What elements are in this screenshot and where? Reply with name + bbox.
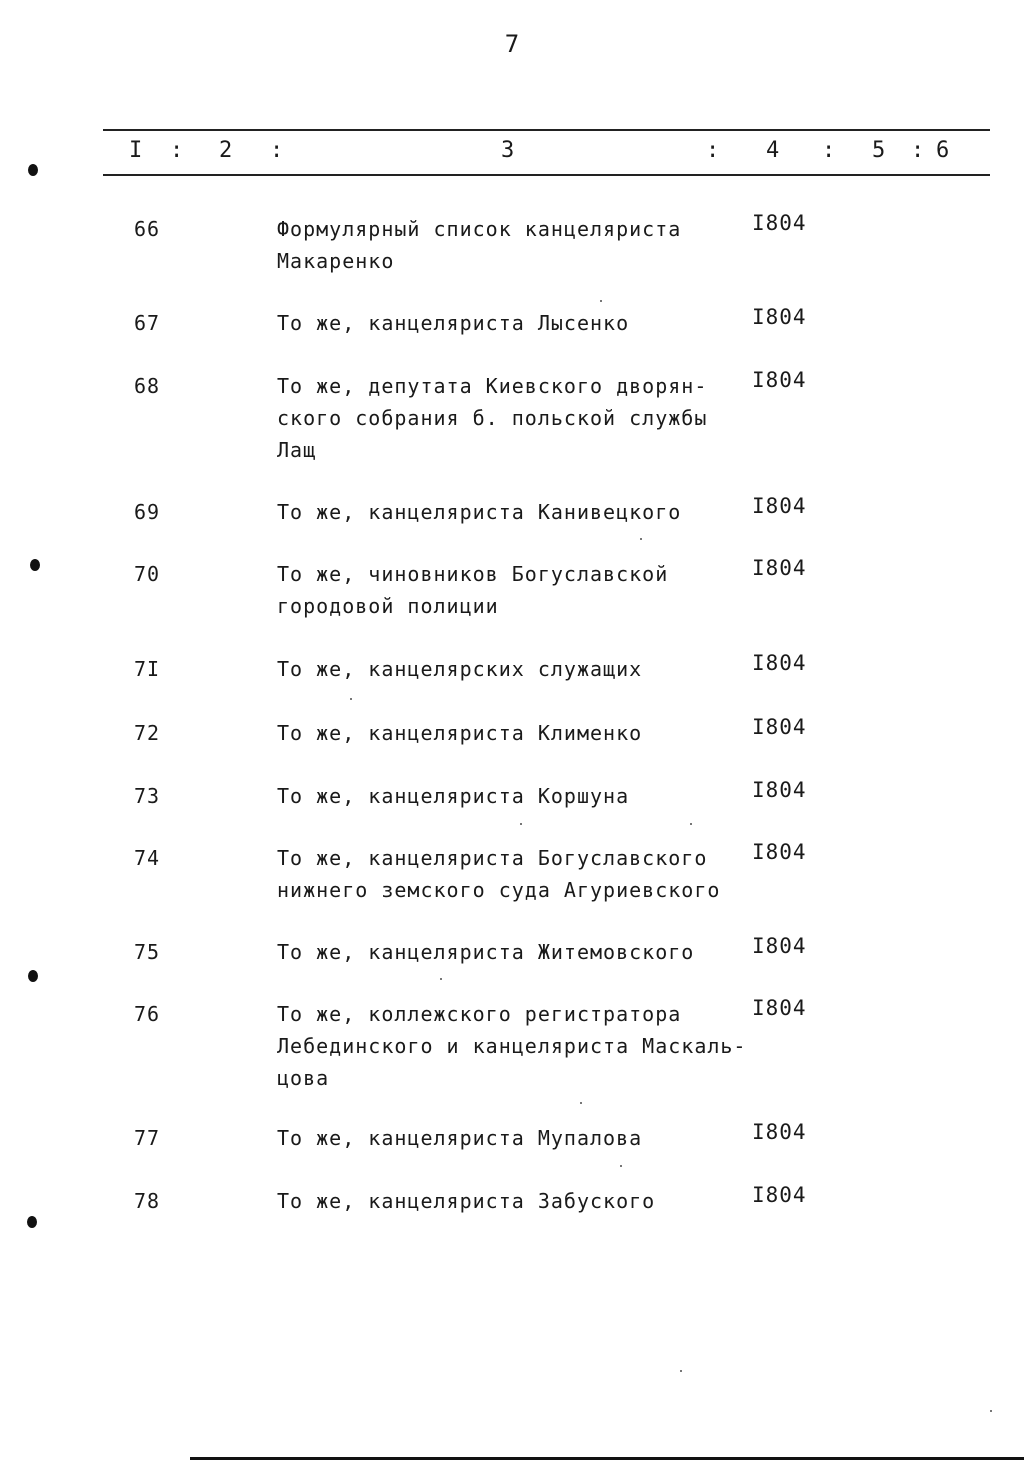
scan-speck xyxy=(620,1165,622,1167)
row-number: 74 xyxy=(134,846,161,870)
bottom-rule xyxy=(190,1457,1024,1460)
row-number: 73 xyxy=(134,784,161,808)
row-description: То же, канцеляриста Мупалова xyxy=(277,1126,643,1150)
page-number: 7 xyxy=(504,30,520,58)
scan-speck xyxy=(580,1102,582,1104)
column-header-1: I xyxy=(129,138,143,163)
row-year: I804 xyxy=(752,556,807,580)
column-separator: : xyxy=(706,138,720,163)
column-header-5: 5 xyxy=(872,138,886,163)
row-number: 72 xyxy=(134,721,161,745)
row-number: 67 xyxy=(134,311,161,335)
row-description: То же, канцеляриста Канивецкого xyxy=(277,500,682,524)
row-description: То же, канцеляриста Забуского xyxy=(277,1189,656,1213)
row-number: 78 xyxy=(134,1189,161,1213)
row-year: I804 xyxy=(752,368,807,392)
row-description: Формулярный список канцеляриста Макаренко xyxy=(277,217,682,273)
column-header-2: 2 xyxy=(219,138,233,163)
binder-hole-mark xyxy=(28,970,38,982)
row-year: I804 xyxy=(752,778,807,802)
row-description: То же, коллежского регистратора Лебединского и канцеляриста Маскаль- цова xyxy=(277,1002,747,1090)
scan-speck xyxy=(990,1410,992,1412)
row-year: I804 xyxy=(752,840,807,864)
row-number: 75 xyxy=(134,940,161,964)
column-header-6: 6 xyxy=(936,138,950,163)
row-description: То же, канцеляриста Клименко xyxy=(277,721,643,745)
row-description: То же, канцелярских служащих xyxy=(277,657,643,681)
row-year: I804 xyxy=(752,1120,807,1144)
row-number: 66 xyxy=(134,217,161,241)
row-description: То же, чиновников Богуславской городовой полиции xyxy=(277,562,669,618)
row-description: То же, депутата Киевского дворян- ского собрания б. польской службы Лащ xyxy=(277,374,708,462)
scan-speck xyxy=(690,823,692,825)
row-description: То же, канцеляриста Богуславского нижнего земского суда Агуриевского xyxy=(277,846,721,902)
row-year: I804 xyxy=(752,996,807,1020)
scan-speck xyxy=(440,978,442,980)
header-rule-under xyxy=(103,174,990,176)
row-year: I804 xyxy=(752,1183,807,1207)
row-year: I804 xyxy=(752,715,807,739)
row-number: 70 xyxy=(134,562,161,586)
scan-speck xyxy=(520,823,522,825)
column-separator: : xyxy=(270,138,284,163)
row-year: I804 xyxy=(752,211,807,235)
row-number: 69 xyxy=(134,500,161,524)
column-separator: : xyxy=(822,138,836,163)
row-year: I804 xyxy=(752,494,807,518)
binder-hole-mark xyxy=(27,1216,37,1228)
row-number: 68 xyxy=(134,374,161,398)
row-description: То же, канцеляриста Житемовского xyxy=(277,940,695,964)
row-number: 7I xyxy=(134,657,161,681)
column-separator: : xyxy=(170,138,184,163)
header-rule-top xyxy=(103,129,990,131)
row-year: I804 xyxy=(752,651,807,675)
scan-speck xyxy=(640,538,642,540)
scan-speck xyxy=(680,1370,682,1372)
column-header-3: 3 xyxy=(501,138,515,163)
row-description: То же, канцеляриста Коршуна xyxy=(277,784,630,808)
row-number: 77 xyxy=(134,1126,161,1150)
scan-speck xyxy=(600,300,602,302)
binder-hole-mark xyxy=(30,559,40,571)
scan-speck xyxy=(350,698,352,700)
row-description: То же, канцеляриста Лысенко xyxy=(277,311,630,335)
column-separator: : xyxy=(911,138,925,163)
row-number: 76 xyxy=(134,1002,161,1026)
column-header-4: 4 xyxy=(766,138,780,163)
binder-hole-mark xyxy=(28,164,38,176)
row-year: I804 xyxy=(752,934,807,958)
row-year: I804 xyxy=(752,305,807,329)
